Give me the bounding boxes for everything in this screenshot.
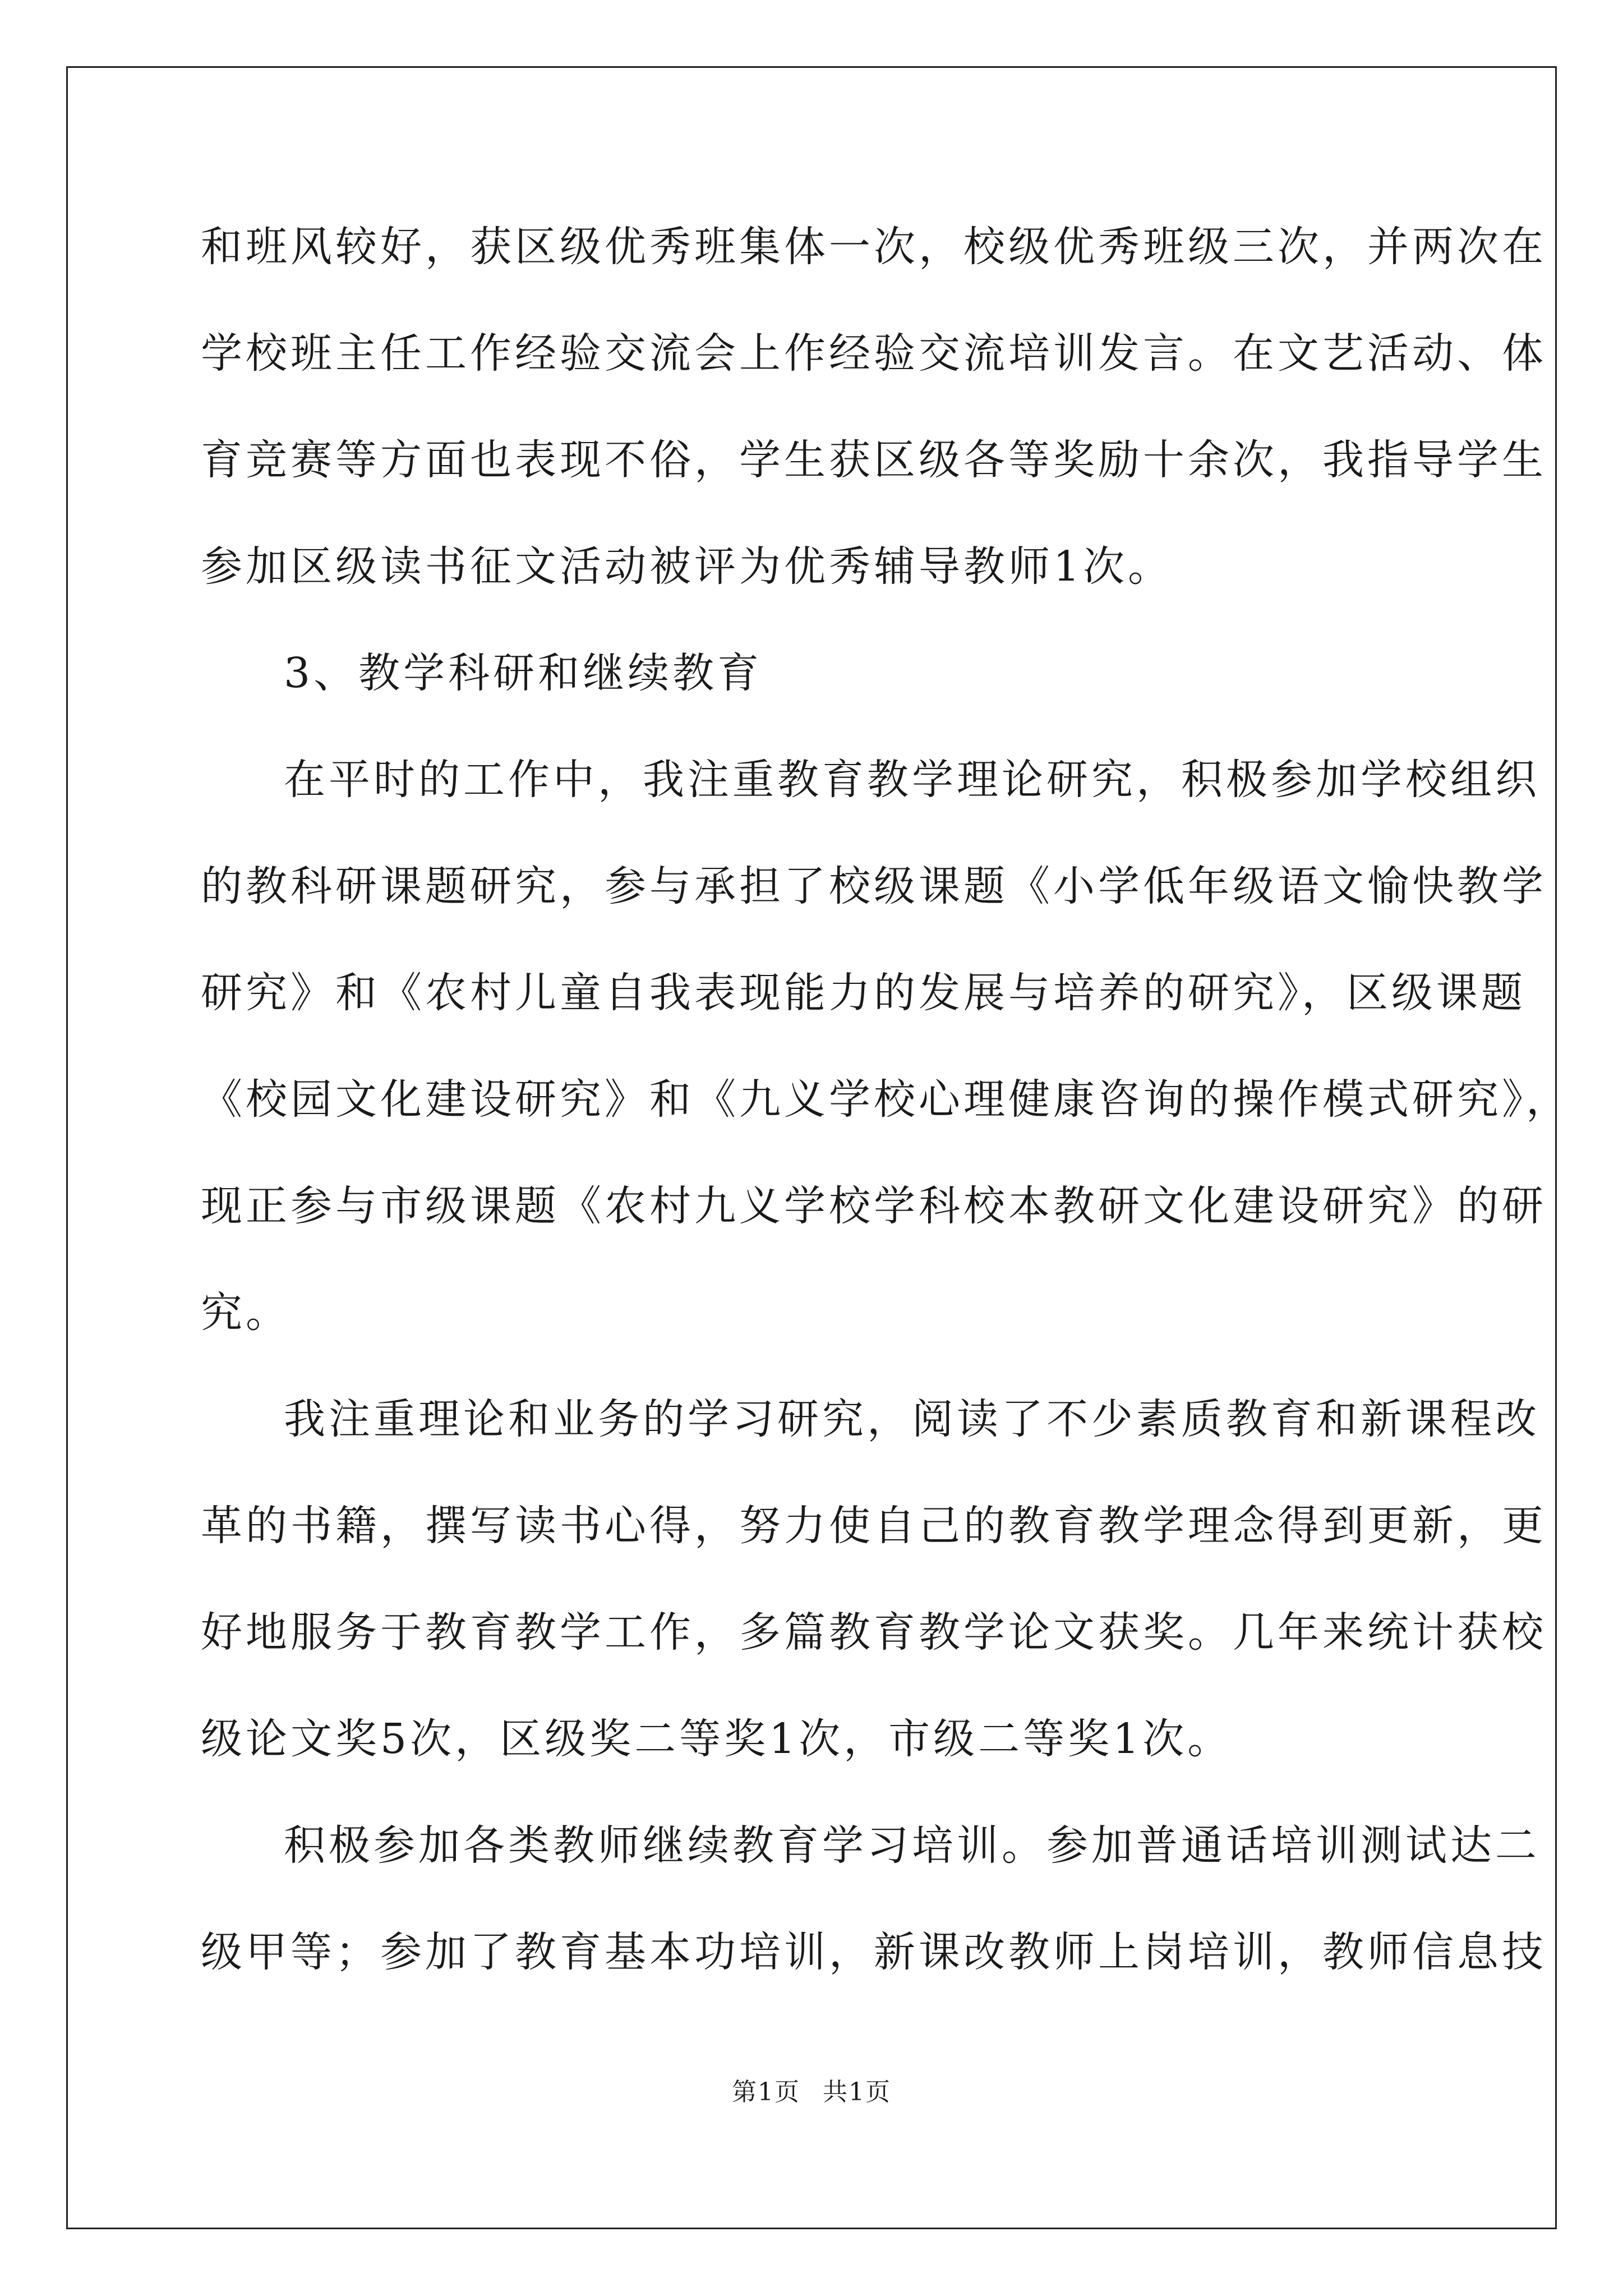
- text-line: 我注重理论和业务的学习研究，阅读了不少素质教育和新课程改: [284, 1395, 1540, 1443]
- text-line: 的教科研课题研究，参与承担了校级课题《小学低年级语文愉快教学: [201, 862, 1547, 910]
- text-line: 级论文奖5次，区级奖二等奖1次，市级二等奖1次。: [201, 1715, 1233, 1763]
- text-line: 《校园文化建设研究》和《九义学校心理健康咨询的操作模式研究》，: [201, 1075, 1571, 1124]
- page-number: 第1页: [732, 2078, 800, 2106]
- text-line: 学校班主任工作经验交流会上作经验交流培训发言。在文艺活动、体: [201, 329, 1547, 378]
- text-line: 和班风较好，获区级优秀班集体一次，校级优秀班级三次，并两次在: [201, 223, 1547, 271]
- text-line: 好地服务于教育教学工作，多篇教育教学论文获奖。几年来统计获校: [201, 1608, 1547, 1657]
- text-line: 研究》和《农村儿童自我表现能力的发展与培养的研究》，区级课题: [201, 969, 1526, 1017]
- text-line: 参加区级读书征文活动被评为优秀辅导教师1次。: [201, 542, 1173, 591]
- text-line: 究。: [201, 1289, 291, 1337]
- text-line: 革的书籍，撰写读书心得，努力使自己的教育教学理念得到更新，更: [201, 1502, 1547, 1550]
- text-line: 积极参加各类教师继续教育学习培训。参加普通话培训测试达二: [284, 1821, 1540, 1870]
- text-line: 育竞赛等方面也表现不俗，学生获区级各等奖励十余次，我指导学生: [201, 436, 1547, 484]
- section-heading: 3、教学科研和继续教育: [284, 649, 763, 697]
- page-footer: [0, 2076, 1623, 2109]
- page-total: 共1页: [823, 2078, 891, 2106]
- text-line: 在平时的工作中，我注重教育教学理论研究，积极参加学校组织: [284, 756, 1540, 804]
- document-body: [201, 213, 1571, 2025]
- text-line: 级甲等；参加了教育基本功培训，新课改教师上岗培训，教师信息技: [201, 1928, 1547, 1976]
- text-line: 现正参与市级课题《农村九义学校学科校本教研文化建设研究》的研: [201, 1182, 1547, 1230]
